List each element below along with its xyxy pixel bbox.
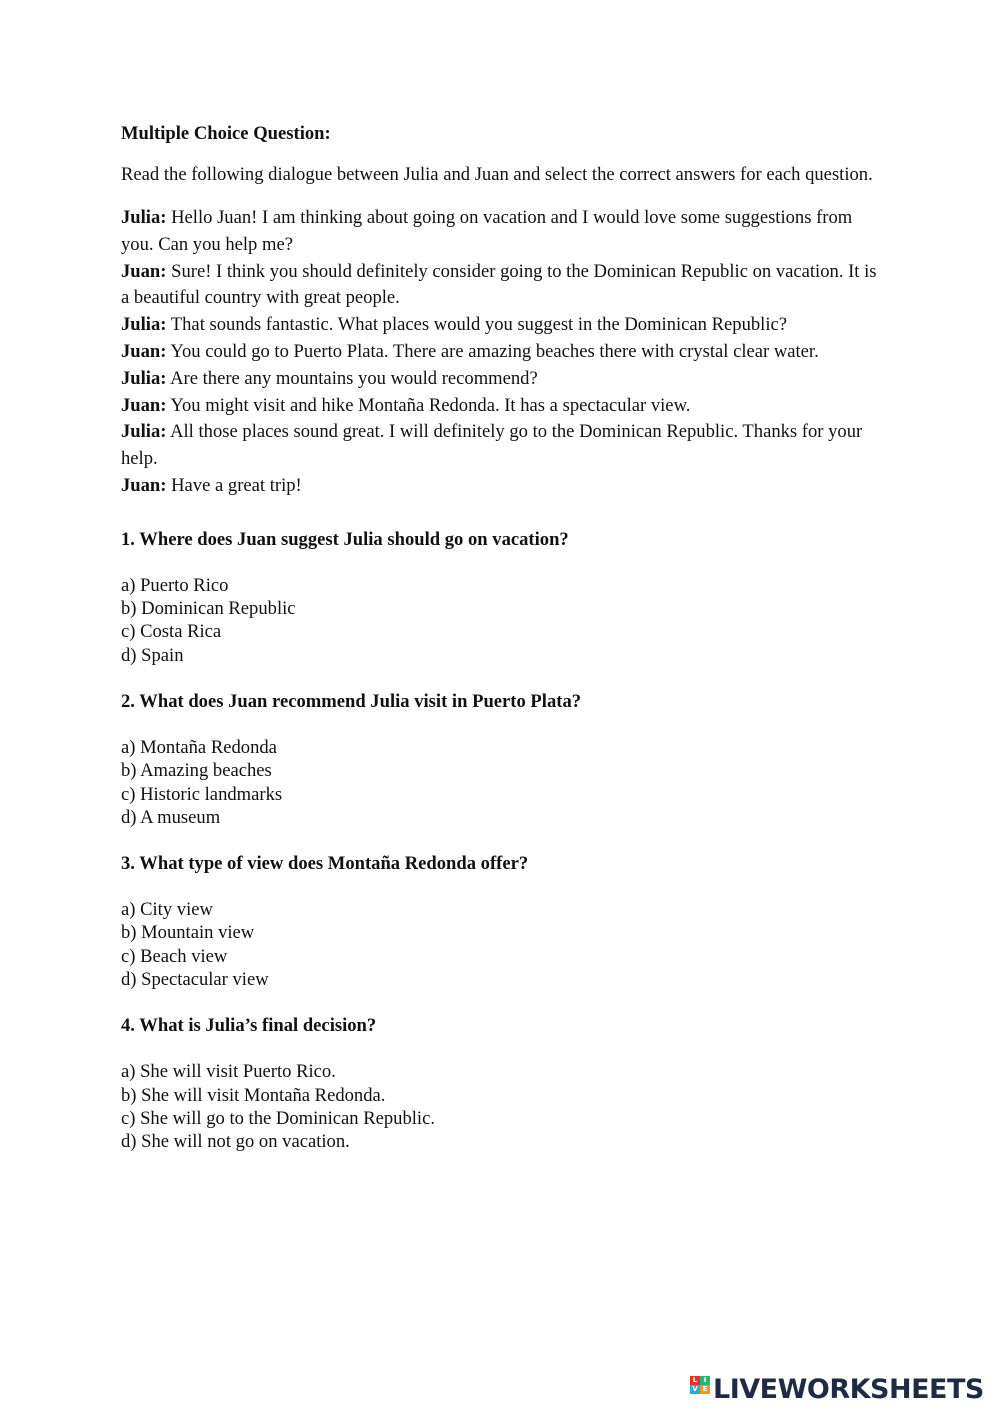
dialogue-line [121, 205, 881, 259]
answer-option[interactable]: c) Costa Rica [121, 621, 222, 643]
dialogue-line [121, 259, 881, 313]
answer-option[interactable]: b) Mountain view [121, 922, 255, 944]
dialogue-line [121, 473, 881, 500]
liveworksheets-logo-icon [690, 1376, 710, 1402]
logo-icon-letter: V [690, 1385, 700, 1394]
dialogue-text: Hello Juan! I am thinking about going on vacation and I would love some suggestions from you. Can you help me? [121, 207, 853, 255]
dialogue-text: All those places sound great. I will definitely go to the Dominican Republic. Thanks for your help. [121, 421, 863, 470]
speaker-name: Juan: [121, 474, 167, 496]
question-text: 3. What type of view does Montaña Redonda offer? [121, 853, 529, 875]
answer-option[interactable]: a) She will visit Puerto Rico. [121, 1061, 336, 1083]
answer-options [121, 736, 881, 829]
question-3 [121, 852, 881, 991]
speaker-name: Julia: [121, 421, 167, 443]
worksheet-title: Multiple Choice Question: [121, 123, 331, 144]
speaker-name: Juan: [121, 340, 167, 362]
dialogue-text: Have a great trip! [166, 474, 302, 496]
speaker-name: Julia: [121, 367, 167, 389]
answer-option[interactable]: a) City view [121, 899, 213, 921]
answer-options [121, 898, 881, 991]
speaker-name: Julia: [121, 207, 167, 228]
answer-option[interactable]: b) Dominican Republic [121, 598, 296, 620]
question-text: 1. Where does Juan suggest Julia should go on vacation? [121, 528, 569, 550]
speaker-name: Julia: [121, 314, 167, 336]
answer-option[interactable]: d) A museum [121, 806, 221, 828]
dialogue-text: Sure! I think you should definitely consider going to the Dominican Republic on vacation. It is a beautiful country with great people. [121, 260, 877, 309]
answer-option[interactable]: d) Spain [121, 644, 184, 666]
answer-option[interactable]: d) She will not go on vacation. [121, 1131, 350, 1153]
liveworksheets-logo-text: LIVEWORKSHEETS [713, 1373, 984, 1405]
answer-option[interactable]: a) Montaña Redonda [121, 736, 277, 758]
question-2 [121, 690, 881, 829]
dialogue-line [121, 339, 881, 366]
logo-icon-letter: I [700, 1376, 710, 1385]
dialogue-text: You might visit and hike Montaña Redonda. It has a spectacular view. [166, 394, 691, 416]
answer-option[interactable]: a) Puerto Rico [121, 574, 229, 596]
dialogue-line [121, 419, 881, 473]
instructions-text: Read the following dialogue between Julia and Juan and select the correct answers for each question. [121, 164, 873, 185]
dialogue-text: That sounds fantastic. What places would you suggest in the Dominican Republic? [166, 314, 787, 336]
speaker-name: Juan: [121, 394, 167, 416]
answer-option[interactable]: b) She will visit Montaña Redonda. [121, 1084, 386, 1106]
question-4 [121, 1014, 881, 1153]
speaker-name: Juan: [121, 260, 167, 282]
answer-options [121, 574, 881, 667]
dialogue-text: You could go to Puerto Plata. There are amazing beaches there with crystal clear water. [166, 340, 819, 362]
question-text: 2. What does Juan recommend Julia visit in Puerto Plata? [121, 690, 582, 712]
answer-options [121, 1060, 881, 1153]
worksheet-page [121, 122, 881, 1177]
dialogue-line [121, 366, 881, 393]
answer-option[interactable]: b) Amazing beaches [121, 760, 272, 782]
dialogue-line [121, 312, 881, 339]
liveworksheets-logo[interactable] [690, 1372, 984, 1406]
logo-icon-letter: L [690, 1376, 700, 1385]
dialogue-line [121, 393, 881, 420]
answer-option[interactable]: c) Historic landmarks [121, 783, 283, 805]
question-1 [121, 528, 881, 667]
answer-option[interactable]: d) Spectacular view [121, 969, 269, 991]
answer-option[interactable]: c) She will go to the Dominican Republic. [121, 1107, 435, 1129]
logo-icon-letter: E [700, 1385, 710, 1394]
answer-option[interactable]: c) Beach view [121, 945, 228, 967]
question-text: 4. What is Julia’s final decision? [121, 1015, 377, 1037]
dialogue [121, 205, 881, 500]
dialogue-text: Are there any mountains you would recommend? [166, 367, 538, 389]
